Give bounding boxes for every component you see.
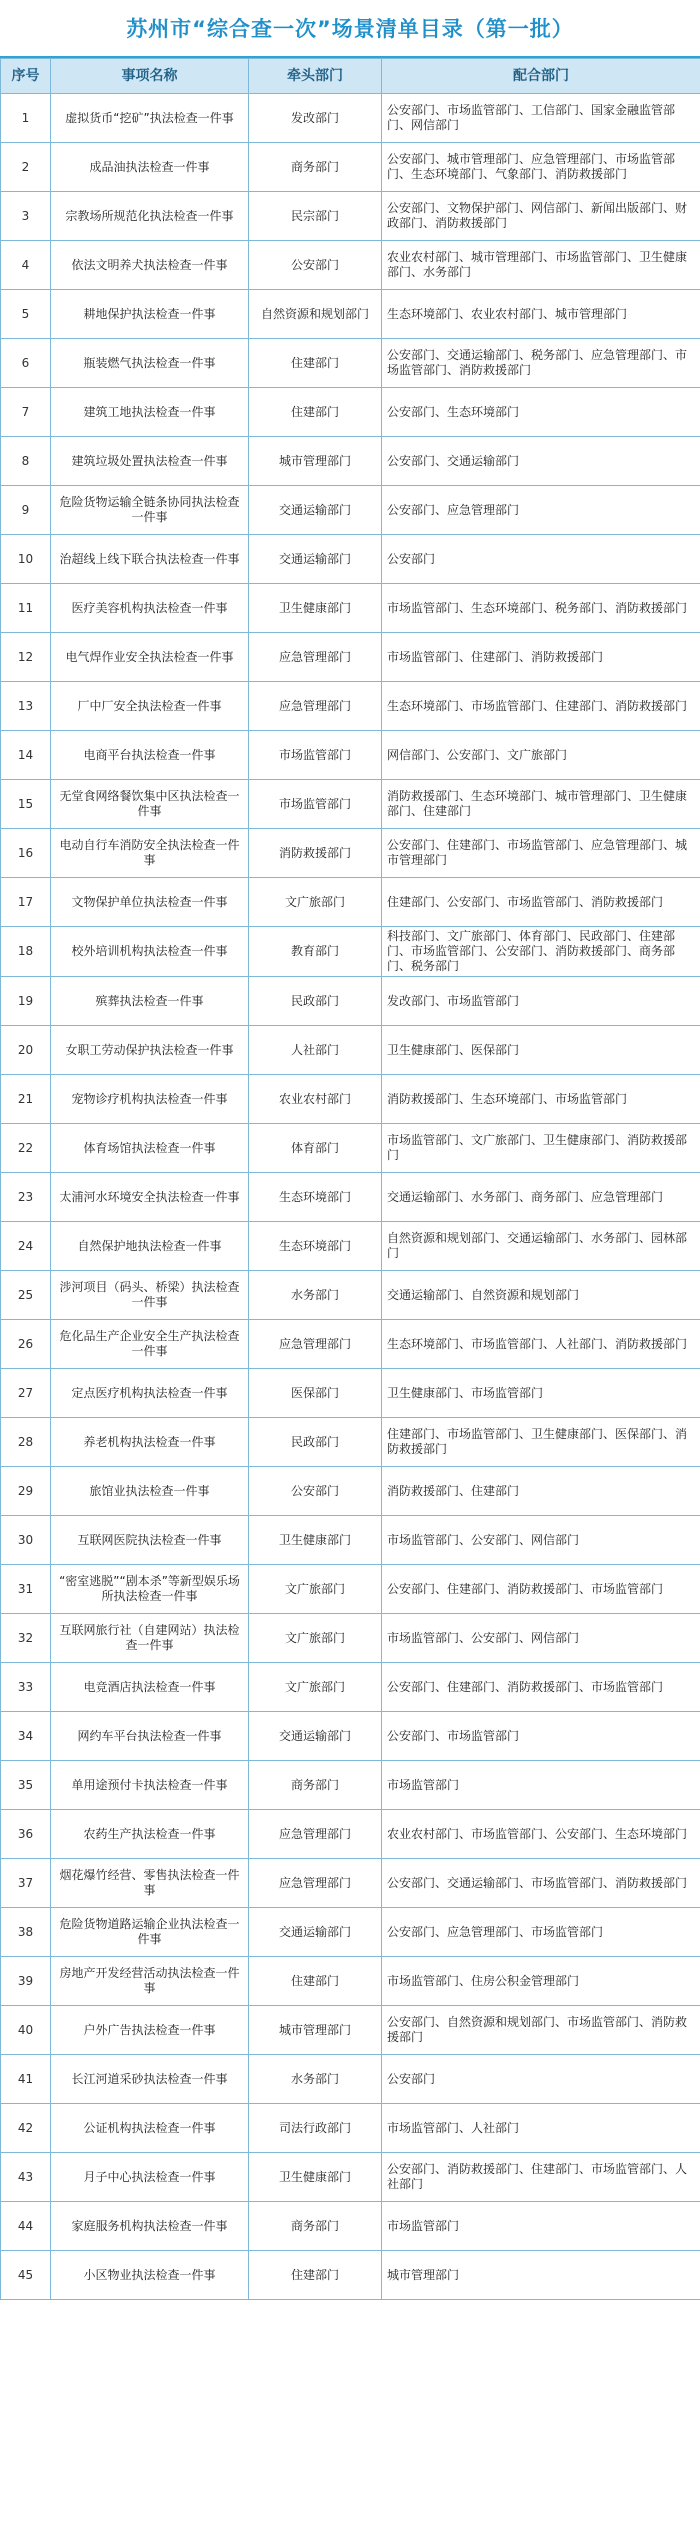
table-row xyxy=(1,1173,700,1222)
row-lead-dept: 体育部门 xyxy=(249,1124,382,1173)
row-item-name: 危险货物运输全链条协同执法检查一件事 xyxy=(51,486,249,535)
row-item-name: 农药生产执法检查一件事 xyxy=(51,1810,249,1859)
row-lead-dept: 住建部门 xyxy=(249,2251,382,2300)
row-item-name: 太浦河水环境安全执法检查一件事 xyxy=(51,1173,249,1222)
table-row xyxy=(1,682,700,731)
table-row xyxy=(1,1467,700,1516)
row-coop-dept: 公安部门、消防救援部门、住建部门、市场监管部门、人社部门 xyxy=(382,2153,700,2202)
table-row xyxy=(1,1957,700,2006)
row-item-name: 小区物业执法检查一件事 xyxy=(51,2251,249,2300)
row-index: 43 xyxy=(1,2153,51,2202)
row-lead-dept: 生态环境部门 xyxy=(249,1173,382,1222)
row-lead-dept: 应急管理部门 xyxy=(249,682,382,731)
table-row xyxy=(1,584,700,633)
row-lead-dept: 应急管理部门 xyxy=(249,1859,382,1908)
row-index: 44 xyxy=(1,2202,51,2251)
row-index: 36 xyxy=(1,1810,51,1859)
row-lead-dept: 交通运输部门 xyxy=(249,486,382,535)
row-index: 6 xyxy=(1,339,51,388)
table-row xyxy=(1,1075,700,1124)
table-row xyxy=(1,1418,700,1467)
row-index: 32 xyxy=(1,1614,51,1663)
table-row xyxy=(1,2006,700,2055)
row-index: 33 xyxy=(1,1663,51,1712)
row-item-name: 成品油执法检查一件事 xyxy=(51,143,249,192)
row-coop-dept: 市场监管部门、住建部门、消防救援部门 xyxy=(382,633,700,682)
row-index: 12 xyxy=(1,633,51,682)
table-row xyxy=(1,2202,700,2251)
row-index: 9 xyxy=(1,486,51,535)
row-lead-dept: 市场监管部门 xyxy=(249,780,382,829)
row-item-name: 殡葬执法检查一件事 xyxy=(51,977,249,1026)
table-row xyxy=(1,2104,700,2153)
header-lead-dept: 牵头部门 xyxy=(249,59,382,94)
row-lead-dept: 交通运输部门 xyxy=(249,1908,382,1957)
table-row xyxy=(1,2153,700,2202)
row-item-name: 自然保护地执法检查一件事 xyxy=(51,1222,249,1271)
row-coop-dept: 市场监管部门、公安部门、网信部门 xyxy=(382,1516,700,1565)
table-row xyxy=(1,241,700,290)
row-coop-dept: 市场监管部门、文广旅部门、卫生健康部门、消防救援部门 xyxy=(382,1124,700,1173)
row-lead-dept: 卫生健康部门 xyxy=(249,1516,382,1565)
row-item-name: 定点医疗机构执法检查一件事 xyxy=(51,1369,249,1418)
row-coop-dept: 农业农村部门、城市管理部门、市场监管部门、卫生健康部门、水务部门 xyxy=(382,241,700,290)
table-row xyxy=(1,437,700,486)
row-index: 35 xyxy=(1,1761,51,1810)
row-item-name: 校外培训机构执法检查一件事 xyxy=(51,927,249,977)
row-item-name: 耕地保护执法检查一件事 xyxy=(51,290,249,339)
row-item-name: 文物保护单位执法检查一件事 xyxy=(51,878,249,927)
row-coop-dept: 公安部门 xyxy=(382,535,700,584)
row-coop-dept: 生态环境部门、市场监管部门、住建部门、消防救援部门 xyxy=(382,682,700,731)
row-item-name: 危险货物道路运输企业执法检查一件事 xyxy=(51,1908,249,1957)
row-lead-dept: 应急管理部门 xyxy=(249,1810,382,1859)
table-row xyxy=(1,143,700,192)
row-coop-dept: 公安部门、市场监管部门 xyxy=(382,1712,700,1761)
header-item-name: 事项名称 xyxy=(51,59,249,94)
row-coop-dept: 市场监管部门、住房公积金管理部门 xyxy=(382,1957,700,2006)
row-coop-dept: 消防救援部门、住建部门 xyxy=(382,1467,700,1516)
row-coop-dept: 公安部门、生态环境部门 xyxy=(382,388,700,437)
row-index: 15 xyxy=(1,780,51,829)
table-row xyxy=(1,290,700,339)
row-item-name: 月子中心执法检查一件事 xyxy=(51,2153,249,2202)
row-coop-dept: 公安部门、住建部门、市场监管部门、应急管理部门、城市管理部门 xyxy=(382,829,700,878)
row-coop-dept: 生态环境部门、农业农村部门、城市管理部门 xyxy=(382,290,700,339)
table-row xyxy=(1,2055,700,2104)
row-lead-dept: 商务部门 xyxy=(249,2202,382,2251)
row-index: 41 xyxy=(1,2055,51,2104)
table-row xyxy=(1,1271,700,1320)
row-item-name: 公证机构执法检查一件事 xyxy=(51,2104,249,2153)
row-index: 21 xyxy=(1,1075,51,1124)
row-index: 26 xyxy=(1,1320,51,1369)
table-row xyxy=(1,633,700,682)
row-item-name: 单用途预付卡执法检查一件事 xyxy=(51,1761,249,1810)
row-index: 4 xyxy=(1,241,51,290)
row-lead-dept: 司法行政部门 xyxy=(249,2104,382,2153)
table-row xyxy=(1,1908,700,1957)
row-lead-dept: 消防救援部门 xyxy=(249,829,382,878)
row-item-name: 涉河项目（码头、桥梁）执法检查一件事 xyxy=(51,1271,249,1320)
row-coop-dept: 卫生健康部门、市场监管部门 xyxy=(382,1369,700,1418)
row-lead-dept: 住建部门 xyxy=(249,388,382,437)
row-item-name: 治超线上线下联合执法检查一件事 xyxy=(51,535,249,584)
row-index: 25 xyxy=(1,1271,51,1320)
row-lead-dept: 卫生健康部门 xyxy=(249,2153,382,2202)
row-index: 14 xyxy=(1,731,51,780)
row-item-name: 医疗美容机构执法检查一件事 xyxy=(51,584,249,633)
row-index: 24 xyxy=(1,1222,51,1271)
row-coop-dept: 市场监管部门、人社部门 xyxy=(382,2104,700,2153)
row-coop-dept: 消防救援部门、生态环境部门、城市管理部门、卫生健康部门、住建部门 xyxy=(382,780,700,829)
row-item-name: 瓶装燃气执法检查一件事 xyxy=(51,339,249,388)
row-index: 2 xyxy=(1,143,51,192)
row-index: 30 xyxy=(1,1516,51,1565)
row-lead-dept: 文广旅部门 xyxy=(249,1614,382,1663)
row-item-name: 旅馆业执法检查一件事 xyxy=(51,1467,249,1516)
row-coop-dept: 卫生健康部门、医保部门 xyxy=(382,1026,700,1075)
row-lead-dept: 公安部门 xyxy=(249,241,382,290)
row-lead-dept: 住建部门 xyxy=(249,1957,382,2006)
table-row xyxy=(1,1761,700,1810)
row-lead-dept: 水务部门 xyxy=(249,1271,382,1320)
row-index: 31 xyxy=(1,1565,51,1614)
row-coop-dept: 农业农村部门、市场监管部门、公安部门、生态环境部门 xyxy=(382,1810,700,1859)
row-item-name: 养老机构执法检查一件事 xyxy=(51,1418,249,1467)
row-coop-dept: 公安部门、文物保护部门、网信部门、新闻出版部门、财政部门、消防救援部门 xyxy=(382,192,700,241)
table-row xyxy=(1,829,700,878)
row-lead-dept: 应急管理部门 xyxy=(249,633,382,682)
row-lead-dept: 医保部门 xyxy=(249,1369,382,1418)
row-coop-dept: 住建部门、公安部门、市场监管部门、消防救援部门 xyxy=(382,878,700,927)
row-coop-dept: 公安部门、交通运输部门、市场监管部门、消防救援部门 xyxy=(382,1859,700,1908)
row-lead-dept: 人社部门 xyxy=(249,1026,382,1075)
row-lead-dept: 应急管理部门 xyxy=(249,1320,382,1369)
row-lead-dept: 民政部门 xyxy=(249,1418,382,1467)
table-row xyxy=(1,535,700,584)
table-header-row xyxy=(1,59,700,94)
table-row xyxy=(1,731,700,780)
row-index: 13 xyxy=(1,682,51,731)
row-coop-dept: 公安部门、应急管理部门 xyxy=(382,486,700,535)
row-lead-dept: 住建部门 xyxy=(249,339,382,388)
row-lead-dept: 卫生健康部门 xyxy=(249,584,382,633)
row-coop-dept: 公安部门、住建部门、消防救援部门、市场监管部门 xyxy=(382,1663,700,1712)
header-coop-dept: 配合部门 xyxy=(382,59,700,94)
row-index: 5 xyxy=(1,290,51,339)
row-coop-dept: 公安部门、住建部门、消防救援部门、市场监管部门 xyxy=(382,1565,700,1614)
row-index: 40 xyxy=(1,2006,51,2055)
row-index: 28 xyxy=(1,1418,51,1467)
row-coop-dept: 公安部门、交通运输部门 xyxy=(382,437,700,486)
row-lead-dept: 自然资源和规划部门 xyxy=(249,290,382,339)
row-item-name: 依法文明养犬执法检查一件事 xyxy=(51,241,249,290)
row-item-name: 长江河道采砂执法检查一件事 xyxy=(51,2055,249,2104)
scenario-table xyxy=(0,58,700,2300)
row-index: 45 xyxy=(1,2251,51,2300)
row-lead-dept: 民宗部门 xyxy=(249,192,382,241)
row-index: 19 xyxy=(1,977,51,1026)
row-item-name: 宠物诊疗机构执法检查一件事 xyxy=(51,1075,249,1124)
row-item-name: 网约车平台执法检查一件事 xyxy=(51,1712,249,1761)
table-row xyxy=(1,1124,700,1173)
table-row xyxy=(1,339,700,388)
table-row xyxy=(1,1369,700,1418)
row-index: 23 xyxy=(1,1173,51,1222)
row-item-name: 家庭服务机构执法检查一件事 xyxy=(51,2202,249,2251)
row-index: 29 xyxy=(1,1467,51,1516)
row-item-name: 厂中厂安全执法检查一件事 xyxy=(51,682,249,731)
table-row xyxy=(1,1516,700,1565)
row-index: 38 xyxy=(1,1908,51,1957)
row-coop-dept: 公安部门、自然资源和规划部门、市场监管部门、消防救援部门 xyxy=(382,2006,700,2055)
row-coop-dept: 公安部门、交通运输部门、税务部门、应急管理部门、市场监管部门、消防救援部门 xyxy=(382,339,700,388)
row-item-name: 女职工劳动保护执法检查一件事 xyxy=(51,1026,249,1075)
row-coop-dept: 公安部门、市场监管部门、工信部门、国家金融监管部门、网信部门 xyxy=(382,94,700,143)
row-coop-dept: 科技部门、文广旅部门、体育部门、民政部门、住建部门、市场监管部门、公安部门、消防救援部门、商务部门、税务部门 xyxy=(382,927,700,977)
row-lead-dept: 文广旅部门 xyxy=(249,1663,382,1712)
row-coop-dept: 市场监管部门 xyxy=(382,2202,700,2251)
row-lead-dept: 文广旅部门 xyxy=(249,1565,382,1614)
row-lead-dept: 生态环境部门 xyxy=(249,1222,382,1271)
row-index: 17 xyxy=(1,878,51,927)
row-lead-dept: 公安部门 xyxy=(249,1467,382,1516)
row-item-name: 建筑工地执法检查一件事 xyxy=(51,388,249,437)
row-index: 7 xyxy=(1,388,51,437)
row-index: 3 xyxy=(1,192,51,241)
row-coop-dept: 市场监管部门 xyxy=(382,1761,700,1810)
row-lead-dept: 城市管理部门 xyxy=(249,2006,382,2055)
row-item-name: 互联网医院执法检查一件事 xyxy=(51,1516,249,1565)
table-row xyxy=(1,192,700,241)
row-index: 20 xyxy=(1,1026,51,1075)
table-row xyxy=(1,1222,700,1271)
row-coop-dept: 市场监管部门、生态环境部门、税务部门、消防救援部门 xyxy=(382,584,700,633)
row-item-name: 电竞酒店执法检查一件事 xyxy=(51,1663,249,1712)
row-lead-dept: 商务部门 xyxy=(249,1761,382,1810)
table-row xyxy=(1,1614,700,1663)
row-coop-dept: 发改部门、市场监管部门 xyxy=(382,977,700,1026)
row-coop-dept: 市场监管部门、公安部门、网信部门 xyxy=(382,1614,700,1663)
table-row xyxy=(1,1026,700,1075)
row-item-name: 互联网旅行社（自建网站）执法检查一件事 xyxy=(51,1614,249,1663)
page-title: 苏州市“综合查一次”场景清单目录（第一批） xyxy=(126,17,574,41)
table-row xyxy=(1,486,700,535)
row-lead-dept: 水务部门 xyxy=(249,2055,382,2104)
table-row xyxy=(1,878,700,927)
row-item-name: 宗教场所规范化执法检查一件事 xyxy=(51,192,249,241)
row-coop-dept: 公安部门、应急管理部门、市场监管部门 xyxy=(382,1908,700,1957)
row-coop-dept: 公安部门 xyxy=(382,2055,700,2104)
row-index: 18 xyxy=(1,927,51,977)
row-coop-dept: 网信部门、公安部门、文广旅部门 xyxy=(382,731,700,780)
row-lead-dept: 民政部门 xyxy=(249,977,382,1026)
row-index: 1 xyxy=(1,94,51,143)
table-row xyxy=(1,1712,700,1761)
row-index: 8 xyxy=(1,437,51,486)
row-coop-dept: 交通运输部门、自然资源和规划部门 xyxy=(382,1271,700,1320)
row-item-name: 建筑垃圾处置执法检查一件事 xyxy=(51,437,249,486)
row-index: 39 xyxy=(1,1957,51,2006)
table-row xyxy=(1,2251,700,2300)
row-coop-dept: 城市管理部门 xyxy=(382,2251,700,2300)
row-lead-dept: 城市管理部门 xyxy=(249,437,382,486)
row-coop-dept: 住建部门、市场监管部门、卫生健康部门、医保部门、消防救援部门 xyxy=(382,1418,700,1467)
row-index: 42 xyxy=(1,2104,51,2153)
row-lead-dept: 商务部门 xyxy=(249,143,382,192)
table-row xyxy=(1,1663,700,1712)
table-row xyxy=(1,1859,700,1908)
row-item-name: 无堂食网络餐饮集中区执法检查一件事 xyxy=(51,780,249,829)
row-item-name: 电动自行车消防安全执法检查一件事 xyxy=(51,829,249,878)
row-coop-dept: 消防救援部门、生态环境部门、市场监管部门 xyxy=(382,1075,700,1124)
row-index: 16 xyxy=(1,829,51,878)
title-bar xyxy=(0,0,700,58)
row-item-name: 危化品生产企业安全生产执法检查一件事 xyxy=(51,1320,249,1369)
row-item-name: 电商平台执法检查一件事 xyxy=(51,731,249,780)
row-coop-dept: 生态环境部门、市场监管部门、人社部门、消防救援部门 xyxy=(382,1320,700,1369)
row-lead-dept: 市场监管部门 xyxy=(249,731,382,780)
row-lead-dept: 交通运输部门 xyxy=(249,1712,382,1761)
row-index: 11 xyxy=(1,584,51,633)
table-row xyxy=(1,1320,700,1369)
table-row xyxy=(1,388,700,437)
header-index: 序号 xyxy=(1,59,51,94)
table-row xyxy=(1,977,700,1026)
row-item-name: “密室逃脱”“剧本杀”等新型娱乐场所执法检查一件事 xyxy=(51,1565,249,1614)
row-item-name: 体育场馆执法检查一件事 xyxy=(51,1124,249,1173)
row-lead-dept: 农业农村部门 xyxy=(249,1075,382,1124)
table-row xyxy=(1,1565,700,1614)
table-row xyxy=(1,1810,700,1859)
row-coop-dept: 交通运输部门、水务部门、商务部门、应急管理部门 xyxy=(382,1173,700,1222)
row-index: 34 xyxy=(1,1712,51,1761)
row-lead-dept: 发改部门 xyxy=(249,94,382,143)
row-index: 37 xyxy=(1,1859,51,1908)
row-index: 27 xyxy=(1,1369,51,1418)
row-lead-dept: 教育部门 xyxy=(249,927,382,977)
row-coop-dept: 公安部门、城市管理部门、应急管理部门、市场监管部门、生态环境部门、气象部门、消防救援部门 xyxy=(382,143,700,192)
row-item-name: 户外广告执法检查一件事 xyxy=(51,2006,249,2055)
table-row xyxy=(1,94,700,143)
row-lead-dept: 文广旅部门 xyxy=(249,878,382,927)
row-lead-dept: 交通运输部门 xyxy=(249,535,382,584)
row-item-name: 电气焊作业安全执法检查一件事 xyxy=(51,633,249,682)
row-coop-dept: 自然资源和规划部门、交通运输部门、水务部门、园林部门 xyxy=(382,1222,700,1271)
row-index: 10 xyxy=(1,535,51,584)
row-item-name: 房地产开发经营活动执法检查一件事 xyxy=(51,1957,249,2006)
row-index: 22 xyxy=(1,1124,51,1173)
table-row xyxy=(1,780,700,829)
row-item-name: 烟花爆竹经营、零售执法检查一件事 xyxy=(51,1859,249,1908)
table-row xyxy=(1,927,700,977)
row-item-name: 虚拟货币“挖矿”执法检查一件事 xyxy=(51,94,249,143)
